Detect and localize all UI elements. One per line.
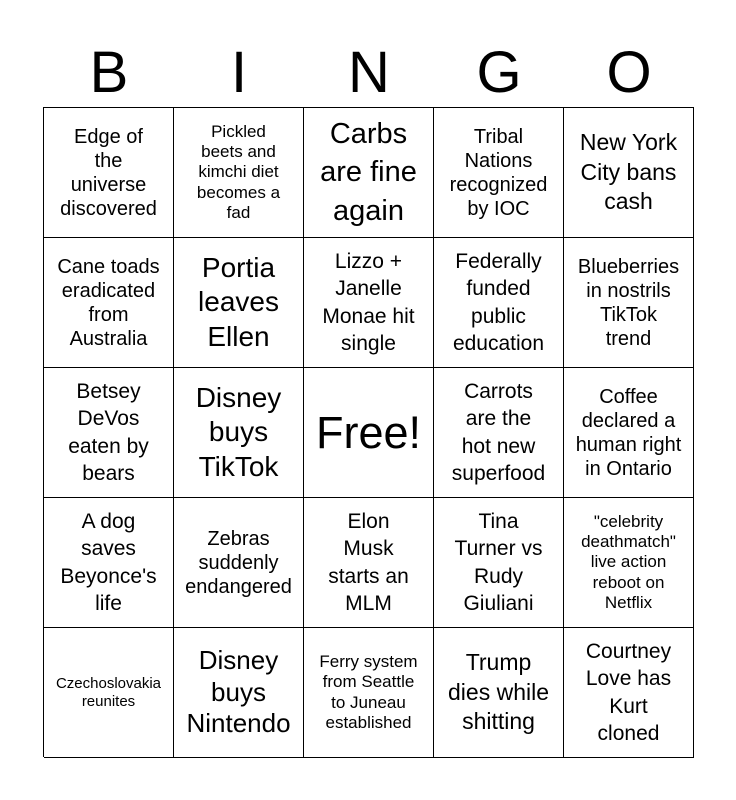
bingo-cell[interactable] (434, 628, 564, 758)
cell-text: Elon Musk starts an MLM (328, 509, 409, 615)
bingo-cell[interactable] (174, 628, 304, 758)
bingo-cell[interactable] (174, 108, 304, 238)
header-letter-n: N (348, 40, 390, 105)
bingo-cell[interactable] (174, 238, 304, 368)
header-letter-i: I (230, 40, 248, 105)
cell-text: Zebras suddenly endangered (185, 527, 292, 598)
cell-text: "celebrity deathmatch" live action reboot on Netflix (581, 512, 676, 612)
free-space-cell[interactable] (304, 368, 434, 498)
bingo-cell[interactable] (44, 628, 174, 758)
cell-text: Edge of the universe discovered (60, 125, 157, 220)
header-letter-g: G (476, 40, 522, 105)
cell-text: Courtney Love has Kurt cloned (585, 639, 672, 745)
bingo-cell[interactable] (564, 108, 694, 238)
bingo-cell[interactable] (44, 108, 174, 238)
bingo-cell[interactable] (44, 498, 174, 628)
cell-text: New York City bans cash (579, 129, 678, 215)
bingo-cell[interactable] (434, 108, 564, 238)
cell-text: Disney buys Nintendo (186, 644, 291, 739)
bingo-cell[interactable] (304, 498, 434, 628)
bingo-cell[interactable] (304, 238, 434, 368)
bingo-cell[interactable] (564, 628, 694, 758)
bingo-cell[interactable] (564, 368, 694, 498)
header-letter-o: O (606, 40, 652, 105)
cell-text: Trump dies while shitting (448, 649, 549, 735)
bingo-board (43, 107, 694, 757)
cell-text: Betsey DeVos eaten by bears (68, 379, 149, 485)
bingo-cell[interactable] (304, 108, 434, 238)
cell-text: Carbs are fine again (320, 118, 417, 227)
bingo-cell[interactable] (564, 238, 694, 368)
cell-text: Blueberries in nostrils TikTok trend (577, 255, 680, 350)
bingo-cell[interactable] (434, 238, 564, 368)
cell-text: Coffee declared a human right in Ontario (575, 385, 682, 480)
cell-text: Tina Turner vs Rudy Giuliani (454, 509, 543, 615)
cell-text: Federally funded public education (452, 249, 545, 355)
free-space-text: Free! (315, 406, 422, 458)
cell-text: Tribal Nations recognized by IOC (449, 125, 548, 220)
cell-text: Cane toads eradicated from Australia (57, 255, 160, 350)
bingo-header (44, 40, 694, 106)
cell-text: Disney buys TikTok (195, 382, 282, 482)
bingo-cell[interactable] (44, 238, 174, 368)
bingo-cell[interactable] (174, 368, 304, 498)
bingo-cell[interactable] (434, 498, 564, 628)
bingo-cell[interactable] (564, 498, 694, 628)
cell-text: Lizzo + Janelle Monae hit single (322, 249, 415, 355)
cell-text: Ferry system from Seattle to Juneau established (319, 652, 418, 732)
cell-text: A dog saves Beyonce's life (60, 509, 157, 615)
bingo-cell[interactable] (304, 628, 434, 758)
cell-text: Czechoslovakia reunites (55, 674, 162, 710)
bingo-cell[interactable] (174, 498, 304, 628)
cell-text: Portia leaves Ellen (198, 252, 279, 352)
cell-text: Pickled beets and kimchi diet becomes a fad (196, 122, 281, 222)
bingo-cell[interactable] (434, 368, 564, 498)
bingo-cell[interactable] (44, 368, 174, 498)
header-letter-b: B (89, 40, 129, 105)
cell-text: Carrots are the hot new superfood (451, 379, 546, 485)
